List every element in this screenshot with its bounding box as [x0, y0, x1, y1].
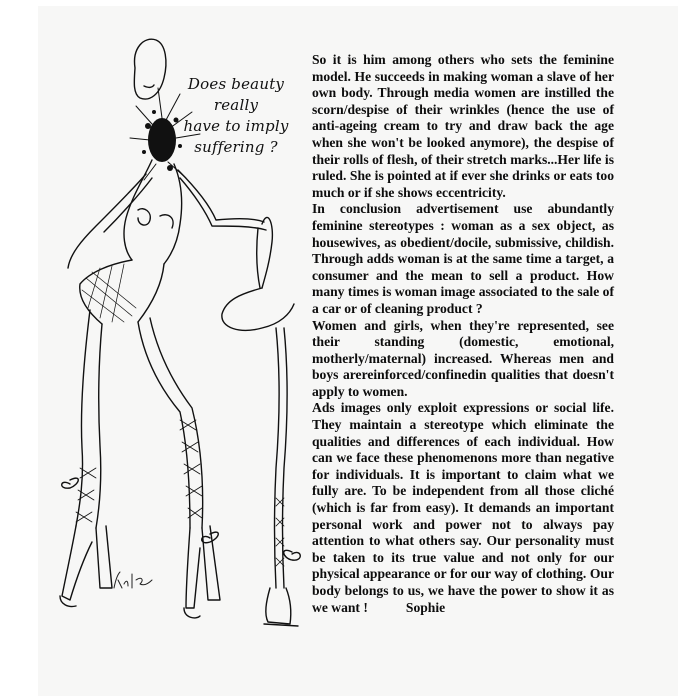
article-paragraph-last [312, 400, 614, 616]
caption-line: Does beauty really [187, 75, 285, 114]
article-text [312, 52, 614, 616]
article-paragraph: Ads images only exploit expressions or social life. They maintain a stereotype which eliminate the qualities and differences of each individual. How can we face these phenomenons more than negative for individuals. It is important to claim what we fully are. To be independent from all those cliché (which is far from easy). It demands an important personal work and power not to always pay attention to what others say. Our personality must be taken to its true value and not only for our physical appearance or for our way of clothing. Our body belongs to us, we have the power to show it as we want ! [312, 400, 614, 615]
article-paragraph: In conclusion advertisement use abundantly feminine stereotypes : woman as a sex object, as housewives, as obedient/docile, submissive, childish. Through adds woman is at the same time a target, a consumer and the mean to sell a product. How many times is woman image associated to the sale of a car or of cleaning product ? [312, 201, 614, 316]
article-paragraph: So it is him among others who sets the feminine model. He succeeds in making woman a slave of her own body. Through media women are instilled the scorn/despise of their wrinkles (hence the use of anti-ageing cream to try and draw back the age when she won't be looked anymore), the despise of their rolls of flesh, of their stretch marks...Her life is ruled. She is pointed at if ever she drinks or eats too much or if she shows eccentricity. [312, 52, 614, 200]
artist-signature [112, 566, 156, 596]
illustration-caption [172, 74, 300, 158]
article-paragraph: Women and girls, when they're represented, see their standing (domestic, emotional, motherly/maternal) increased. Whereas men and boys arereinforced/confinedin qualities that doesn't apply to women. [312, 317, 614, 399]
author-name: Sophie [405, 599, 446, 615]
caption-line: suffering ? [194, 138, 278, 156]
caption-line: have to imply [183, 117, 289, 135]
